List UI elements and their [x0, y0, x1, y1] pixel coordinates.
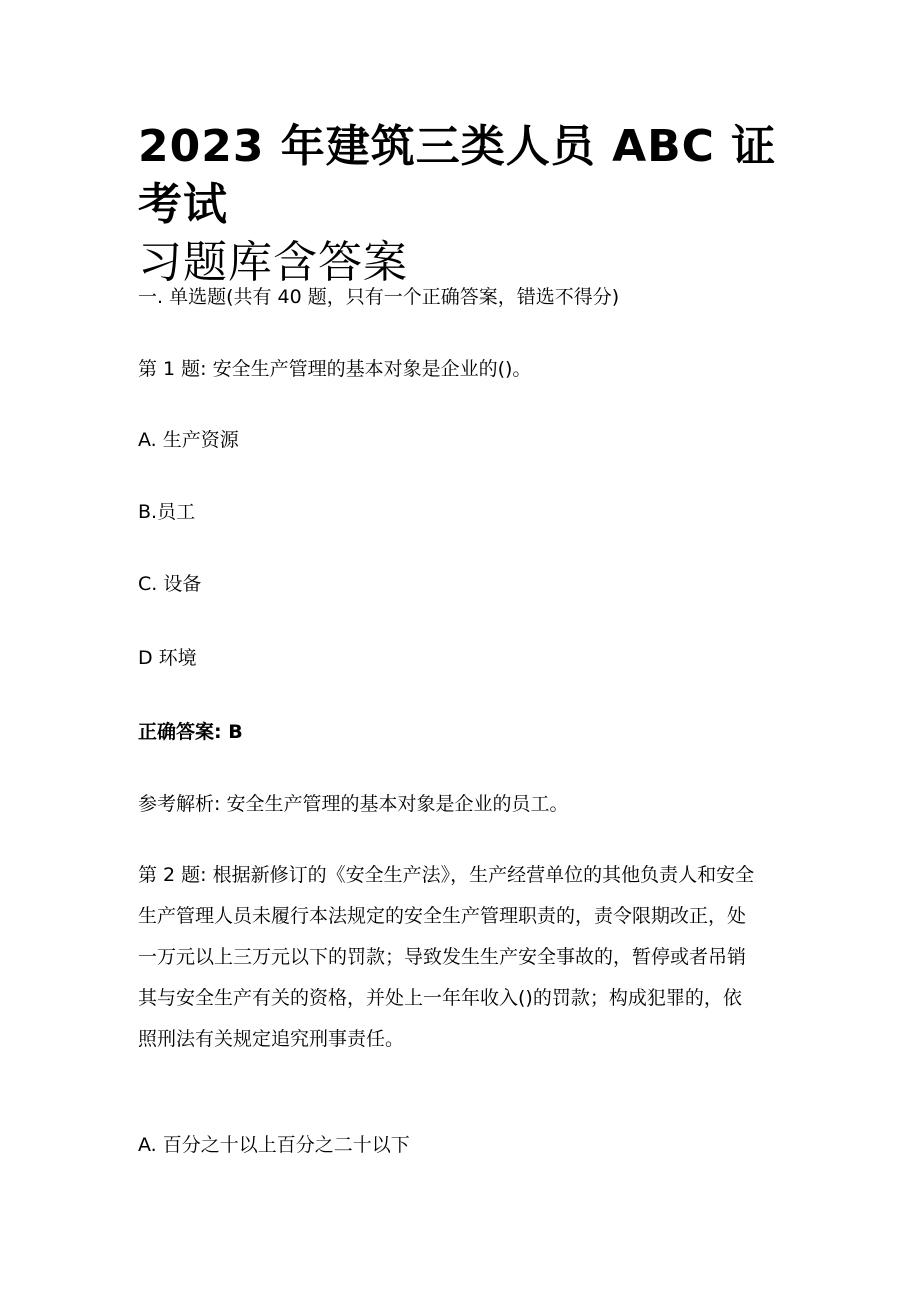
question-1-stem: 第 1 题: 安全生产管理的基本对象是企业的()。	[138, 358, 532, 380]
document-title	[138, 118, 788, 292]
title-line-2: 习题库含答案	[138, 237, 408, 288]
question-2-stem-line: 第 2 题: 根据新修订的《安全生产法》，生产经营单位的其他负责人和安全	[138, 864, 755, 886]
question-1-answer: 正确答案: B	[138, 721, 243, 743]
question-1-option-b: B.员工	[138, 501, 196, 523]
question-2-stem-line: 生产管理人员未履行本法规定的安全生产管理职责的，责令限期改正，处	[138, 905, 747, 927]
question-2-stem	[138, 855, 788, 1060]
question-1-option-a: A. 生产资源	[138, 429, 239, 451]
question-1-option-c: C. 设备	[138, 573, 202, 595]
question-2-option-a: A. 百分之十以上百分之二十以下	[138, 1134, 410, 1156]
title-line-1: 2023 年建筑三类人员 ABC 证考试	[138, 121, 777, 230]
question-2-stem-line: 其与安全生产有关的资格，并处上一年年收入()的罚款；构成犯罪的，依	[138, 987, 742, 1009]
question-2-stem-line: 照刑法有关规定追究刑事责任。	[138, 1028, 405, 1050]
question-1-explanation: 参考解析: 安全生产管理的基本对象是企业的员工。	[138, 793, 569, 815]
question-2-stem-line: 一万元以上三万元以下的罚款；导致发生生产安全事故的，暂停或者吊销	[138, 946, 747, 968]
question-1-option-d: D 环境	[138, 647, 197, 669]
section-heading: 一. 单选题(共有 40 题，只有一个正确答案，错选不得分)	[138, 286, 620, 308]
